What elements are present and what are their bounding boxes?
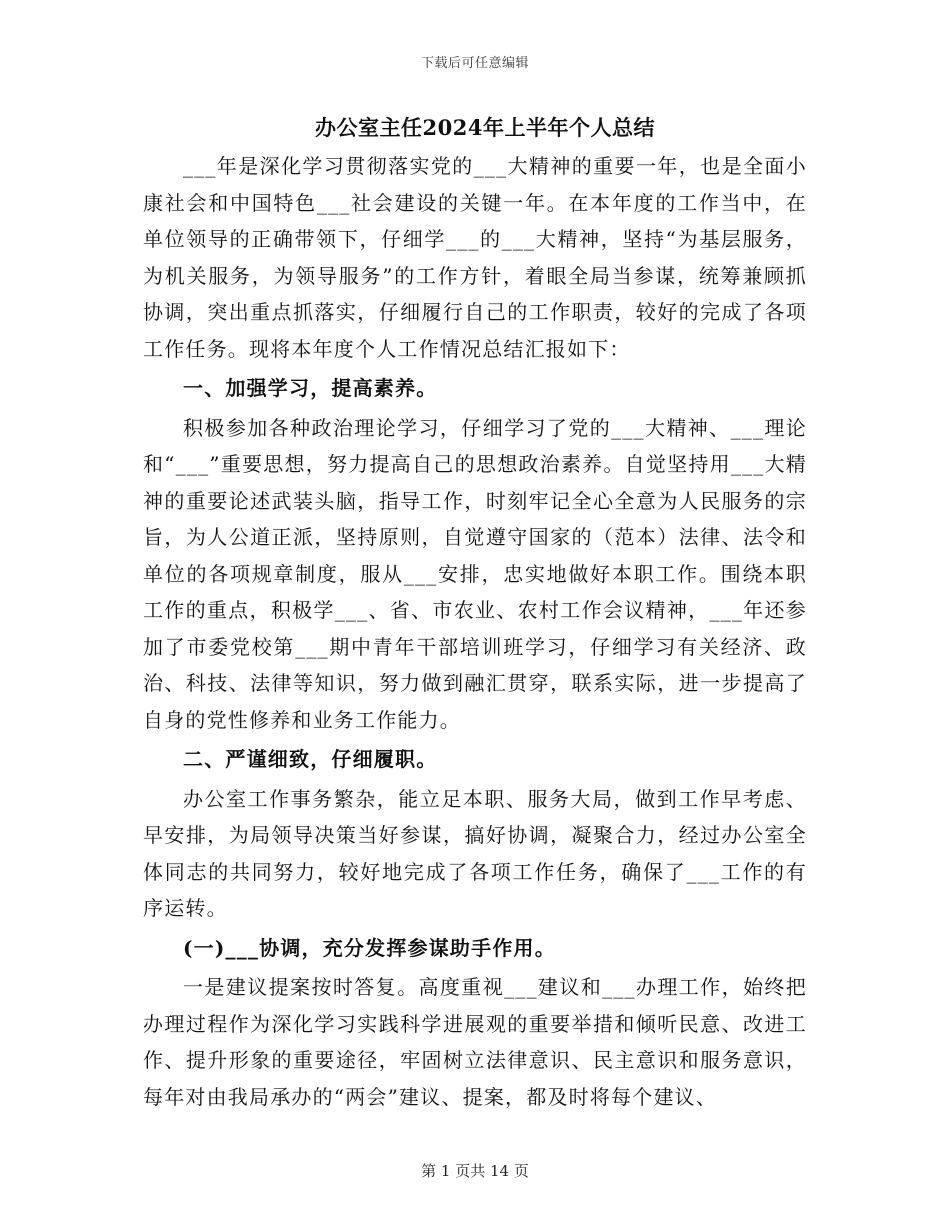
paragraph-proposals: 一是建议提案按时答复。高度重视___建议和___办理工作，始终把办理过程作为深化学习实践科学进展观的重要举措和倾听民意、改进工作、提升形象的重要途径，牢固树立法律意识、民主意识和服务意识，每年对由我局承办的“两会”建议、提案，都及时将每个建议、 bbox=[143, 975, 807, 1109]
paragraph-duties: 办公室工作事务繁杂，能立足本职、服务大局，做到工作早考虑、早安排，为局领导决策当好参谋，搞好协调，凝聚合力，经过办公室全体同志的共同努力，较好地完成了各项工作任务，确保了___工作的有序运转。 bbox=[143, 786, 807, 920]
document-title: 办公室主任2024年上半年个人总结 bbox=[315, 115, 655, 140]
section-heading-2: 二、严谨细致，仔细履职。 bbox=[183, 747, 438, 771]
subsection-heading-1: (一)___协调，充分发挥参谋助手作用。 bbox=[183, 935, 556, 960]
paragraph-study: 积极参加各种政治理论学习，仔细学习了党的___大精神、___理论和“___”重要思想，努力提高自己的思想政治素养。自觉坚持用___大精神的重要论述武装头脑，指导工作，时刻牢记全心全意为人民服务的宗旨，为人公道正派，坚持原则，自觉遵守国家的（范本）法律、法令和单位的各项规章制度，服从___安排，忠实地做好本职工作。围绕本职工作的重点，积极学___、省、市农业、农村工作会议精神，___年还参加了市委党校第___期中青年干部培训班学习，仔细学习有关经济、政治、科技、法律等知识，努力做到融汇贯穿，联系实际，进一步提高了自身的党性修养和业务工作能力。 bbox=[143, 415, 807, 732]
page-number-footer: 第 1 页共 14 页 bbox=[421, 1162, 529, 1180]
document-body bbox=[143, 148, 807, 1115]
paragraph-intro: ___年是深化学习贯彻落实党的___大精神的重要一年，也是全面小康社会和中国特色___社会建设的关键一年。在本年度的工作当中，在单位领导的正确带领下，仔细学___的___大精神，坚持“为基层服务，为机关服务，为领导服务”的工作方针，着眼全局当参谋，统筹兼顾抓协调，突出重点抓落实，仔细履行自己的工作职责，较好的完成了各项工作任务。现将本年度个人工作情况总结汇报如下： bbox=[143, 154, 807, 361]
section-heading-1: 一、加强学习，提高素养。 bbox=[183, 376, 438, 400]
header-note: 下载后可任意编辑 bbox=[420, 56, 529, 71]
